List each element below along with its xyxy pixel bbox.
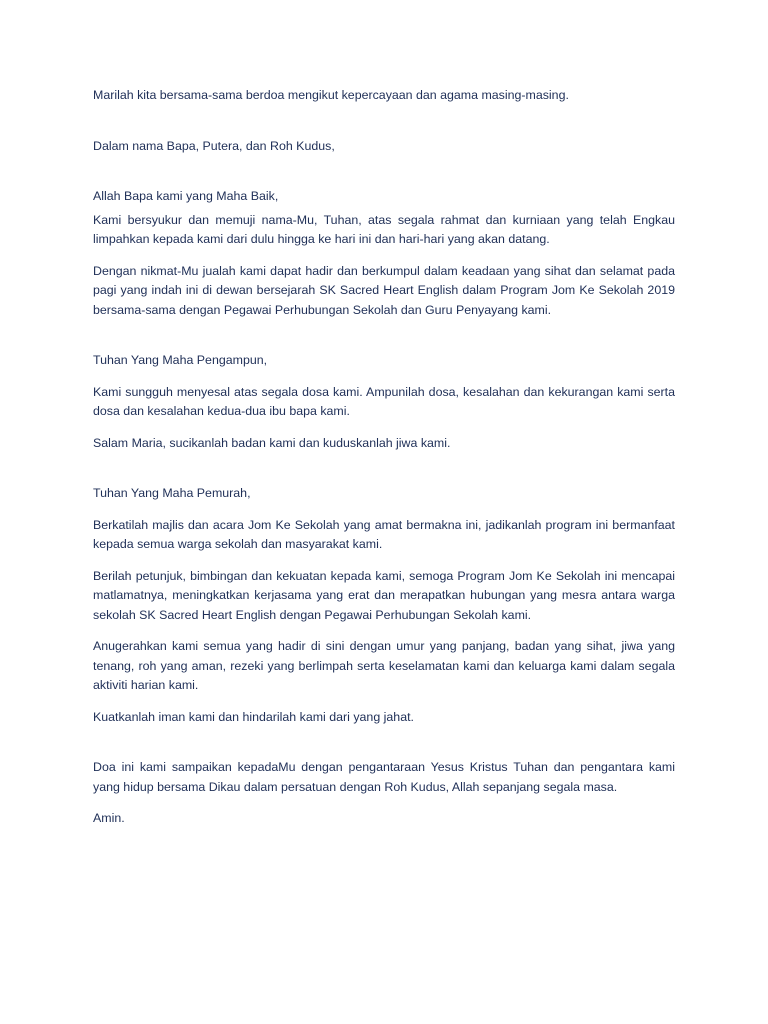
address-line-2: Tuhan Yang Maha Pengampun,	[93, 353, 268, 367]
gathering-paragraph: Dengan nikmat-Mu jualah kami dapat hadir dan berkumpul dalam keadaan yang sihat dan selamat pada pagi yang indah ini di dewan bersejarah SK Sacred Heart English dalam Program Jom Ke Sekolah 2019 bersama-sama dengan Pegawai Perhubungan Sekolah dan Guru Penyayang kami.	[93, 263, 675, 317]
prayer-text	[93, 86, 675, 841]
address-line-1: Allah Bapa kami yang Maha Baik,	[93, 189, 279, 203]
invocation-line: Dalam nama Bapa, Putera, dan Roh Kudus,	[93, 138, 335, 153]
repentance-paragraph: Kami sungguh menyesal atas segala dosa kami. Ampunilah dosa, kesalahan dan kekurangan kami serta dosa dan kesalahan kedua-dua ibu bapa kami.	[93, 384, 675, 418]
guidance-paragraph: Berilah petunjuk, bimbingan dan kekuatan kepada kami, semoga Program Jom Ke Sekolah ini mencapai matlamatnya, meningkatkan kerjasama yang erat dan merapatkan hubungan yang mesra antara warga sekolah SK Sacred Heart English dengan Pegawai Perhubungan Sekolah kami.	[93, 568, 675, 622]
amen-line: Amin.	[93, 811, 125, 825]
grace-paragraph: Anugerahkan kami semua yang hadir di sini dengan umur yang panjang, badan yang sihat, jiwa yang tenang, roh yang aman, rezeki yang berlimpah serta keselamatan kami dan keluarga kami dalam segala aktiviti harian kami.	[93, 639, 675, 692]
thanks-paragraph: Kami bersyukur dan memuji nama-Mu, Tuhan, atas segala rahmat dan kurniaan yang telah Engkau limpahkan kepada kami dari dulu hingga ke hari ini dan hari-hari yang akan datang.	[93, 212, 675, 246]
hail-mary-line: Salam Maria, sucikanlah badan kami dan kuduskanlah jiwa kami.	[93, 435, 451, 450]
intro-line: Marilah kita bersama-sama berdoa mengikut kepercayaan dan agama masing-masing.	[93, 88, 569, 102]
address-line-3: Tuhan Yang Maha Pemurah,	[93, 486, 251, 500]
faith-line: Kuatkanlah iman kami dan hindarilah kami dari yang jahat.	[93, 709, 414, 724]
blessing-paragraph: Berkatilah majlis dan acara Jom Ke Sekolah yang amat bermakna ini, jadikanlah program ini bermanfaat kepada semua warga sekolah dan masyarakat kami.	[93, 517, 675, 551]
closing-paragraph: Doa ini kami sampaikan kepadaMu dengan pengantaraan Yesus Kristus Tuhan dan pengantara kami yang hidup bersama Dikau dalam persatuan dengan Roh Kudus, Allah sepanjang segala masa.	[93, 760, 675, 794]
